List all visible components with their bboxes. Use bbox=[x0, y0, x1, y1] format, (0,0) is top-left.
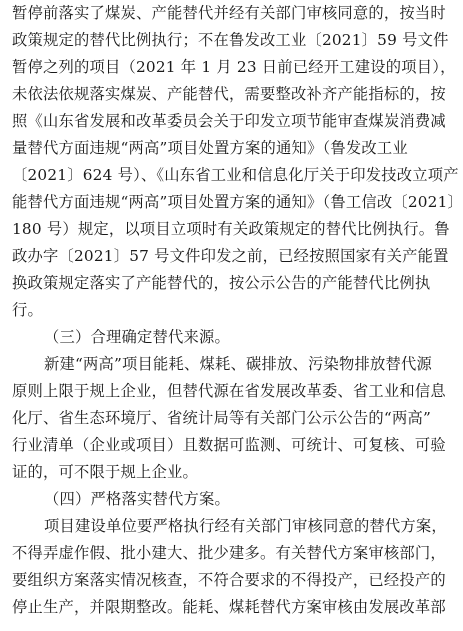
text-line-2: 政策规定的替代比例执行；不在鲁发改工业〔2021〕59 号文件 bbox=[12, 31, 449, 49]
text-line-15: 原则上限于规上企业，但替代源在省发展改革委、省工业和信息 bbox=[12, 382, 446, 400]
text-line-18: 证的，可不限于规上企业。 bbox=[12, 463, 198, 481]
text-line-4: 未依法依规落实煤炭、产能替代，需要整改补齐产能指标的，按 bbox=[12, 85, 446, 103]
text-line-16: 化厅、省生态环境厅、省统计局等有关部门公示公告的“两高” bbox=[12, 409, 431, 427]
section-heading-4: （四）严格落实替代方案。 bbox=[44, 490, 230, 508]
text-line-22: 要组织方案落实情况核查，不符合要求的不得投产，已经投产的 bbox=[12, 571, 446, 589]
text-line-14: 新建“两高”项目能耗、煤耗、碳排放、污染物排放替代源 bbox=[44, 355, 432, 373]
section-heading-3: （三）合理确定替代来源。 bbox=[44, 328, 230, 346]
text-line-8: 能替代方面违规“两高”项目处置方案的通知》（鲁工信改〔2021〕 bbox=[12, 193, 463, 211]
text-line-1: 暂停前落实了煤炭、产能替代并经有关部门审核同意的，按当时 bbox=[12, 4, 446, 22]
text-line-20: 项目建设单位要严格执行经有关部门审核同意的替代方案， bbox=[44, 517, 447, 535]
text-line-6: 量替代方面违规“两高”项目处置方案的通知》（鲁发改工业 bbox=[12, 139, 408, 157]
text-line-17: 行业清单（企业或项目）且数据可监测、可统计、可复核、可验 bbox=[12, 436, 446, 454]
text-line-23: 停止生产，并限期整改。能耗、煤耗替代方案审核由发展改革部 bbox=[12, 598, 446, 616]
text-line-3: 暂停之列的项目（2021 年 1 月 23 日前已经开工建设的项目）， bbox=[12, 58, 456, 76]
text-line-7: 〔2021〕624 号）、《山东省工业和信息化厅关于印发技改立项产 bbox=[12, 166, 459, 184]
text-line-21: 不得弄虚作假、批小建大、批少建多。有关替代方案审核部门， bbox=[12, 544, 446, 562]
text-line-9: 180 号）规定，以项目立项时有关政策规定的替代比例执行。鲁 bbox=[12, 220, 450, 238]
text-line-11: 换政策规定落实了产能替代的，按公示公告的产能替代比例执 bbox=[12, 274, 431, 292]
text-line-12: 行。 bbox=[12, 301, 43, 319]
text-line-5: 照《山东省发展和改革委员会关于印发立项节能审查煤炭消费减 bbox=[12, 112, 446, 130]
text-line-10: 政办字〔2021〕57 号文件印发之前，已经按照国家有关产能置 bbox=[12, 247, 449, 265]
